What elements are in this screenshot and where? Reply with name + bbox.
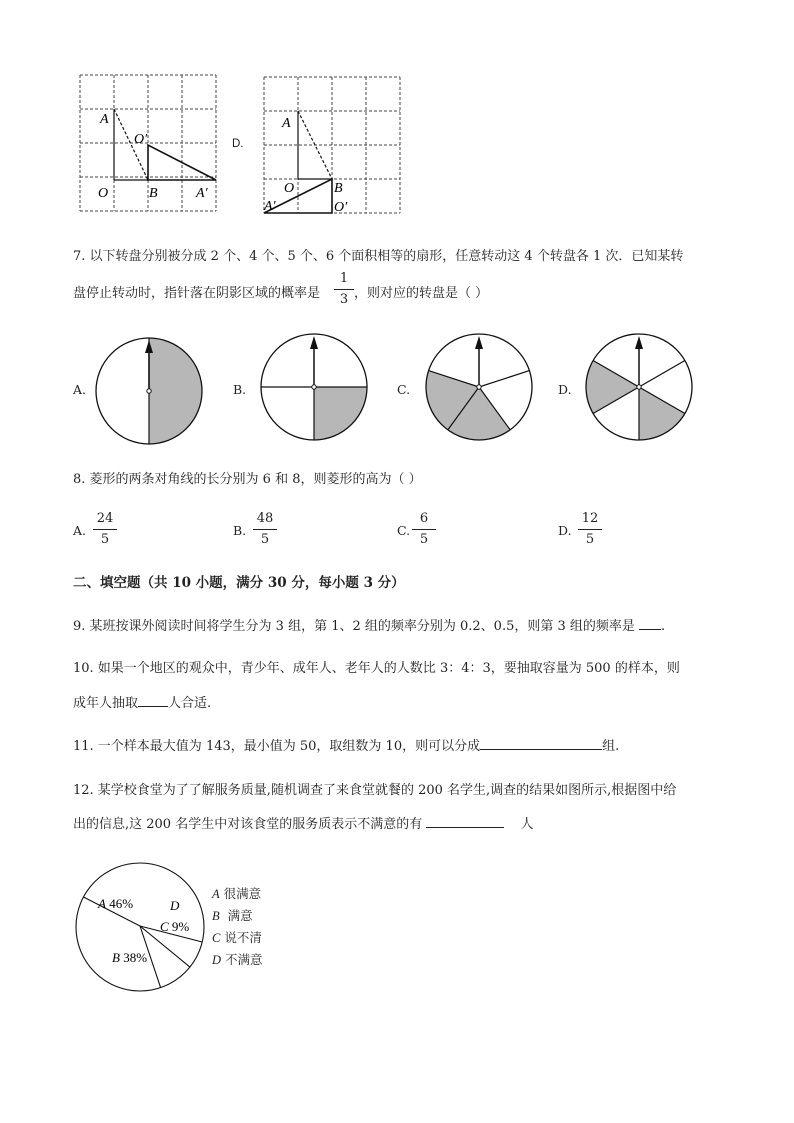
pie-label-d: D: [170, 898, 180, 913]
spinner-a: [95, 337, 205, 447]
q8-b-den: 5: [260, 532, 270, 547]
q7-line2: [73, 284, 488, 304]
q7-option-b-label: B.: [233, 382, 247, 397]
q9-body: 9. 某班按课外阅读时间将学生分为 3 组，第 1、2 组的频率分别为 0.2、0.5，则第 3 组的频率是: [73, 619, 635, 634]
pie-label-c: C 9%: [160, 919, 190, 934]
q7-option-a-label: A.: [73, 382, 87, 397]
section-title: 二、填空题（共 10 小题，满分 30 分，每小题 3 分）: [73, 575, 405, 591]
pie-label-b: B 38%: [112, 950, 148, 965]
q7-frac-den: 3: [339, 292, 349, 307]
q12-line2-pre: 出的信息,这 200 名学生中对该食堂的服务质表示不满意的有: [73, 817, 423, 832]
right-grid-figure: [262, 75, 404, 217]
q7-option-c-label: C.: [397, 382, 411, 397]
label-O-prime: O′: [134, 132, 148, 147]
q12-line2: [73, 813, 534, 835]
q9-end: .: [661, 619, 666, 634]
label-O-2: O: [284, 181, 295, 196]
legend-item-a: [212, 883, 263, 905]
q9-answer-blank[interactable]: [639, 615, 661, 630]
spinner-c: [425, 333, 535, 443]
q8-option-d-frac: [578, 510, 602, 549]
legend-key-a: A: [212, 887, 220, 901]
q8-c-num: 6: [419, 511, 429, 526]
legend-item-c: [212, 927, 263, 949]
q7-line1: 7. 以下转盘分别被分成 2 个、4 个、5 个、6 个面积相等的扇形，任意转动这 4 个转盘各 1 次．已知某转: [73, 249, 684, 264]
label-B-2: B: [334, 181, 343, 196]
legend-key-c: C: [212, 931, 221, 945]
q12-line2-post: 人: [520, 817, 534, 832]
legend-text-d: 不满意: [225, 952, 263, 967]
q10-line1: 10. 如果一个地区的观众中，青少年、成年人、老年人的人数比 3：4：3，要抽取容量为 500 的样本，则: [73, 661, 680, 676]
q10-line2-post: 人合适.: [168, 696, 212, 711]
q8-option-b-label: B.: [233, 523, 247, 538]
q12-answer-blank[interactable]: [426, 813, 504, 828]
spinner-b: [260, 333, 370, 443]
label-B: B: [149, 186, 158, 201]
legend-text-b: 满意: [227, 908, 253, 923]
legend-key-b: B: [212, 909, 220, 923]
label-A-prime: A′: [196, 186, 208, 201]
q8-option-a-label: A.: [73, 523, 87, 538]
legend-item-d: [212, 949, 263, 971]
q9-text: [73, 615, 665, 637]
q8-b-num: 48: [256, 511, 274, 526]
q7-fraction: [334, 270, 354, 309]
q10-line2: [73, 692, 211, 714]
q8-a-num: 24: [96, 511, 114, 526]
legend-item-b: [212, 905, 263, 927]
spinner-d: [585, 333, 695, 443]
left-grid-figure: [78, 73, 220, 217]
q8-d-den: 5: [585, 532, 595, 547]
q7-line2-pre: 盘停止转动时，指针落在阴影区域的概率是: [73, 286, 321, 301]
label-A-prime-2: A′: [264, 199, 276, 214]
q11-answer-blank[interactable]: [480, 735, 602, 750]
option-d-label: D.: [232, 138, 244, 150]
q8-a-den: 5: [100, 532, 110, 547]
q8-option-c-label: C.: [397, 523, 411, 538]
satisfaction-pie-chart: [70, 860, 210, 994]
q11-post: 组.: [602, 739, 620, 754]
q8-option-d-label: D.: [558, 523, 572, 538]
q7-frac-num: 1: [339, 271, 349, 286]
q10-answer-blank[interactable]: [138, 692, 168, 707]
q8-option-a-frac: [93, 510, 117, 549]
q8-c-den: 5: [419, 532, 429, 547]
pie-legend: [212, 883, 263, 971]
q12-line1: 12. 某学校食堂为了了解服务质量,随机调查了来食堂就餐的 200 名学生,调查的结果如图所示,根据图中给: [73, 783, 677, 798]
q7-line2-post: ，则对应的转盘是（ ）: [354, 286, 489, 301]
legend-text-c: 说不清: [224, 930, 262, 945]
label-A-2: A: [282, 116, 291, 131]
label-O-prime-2: O′: [334, 200, 348, 215]
q8-option-c-frac: [412, 510, 436, 549]
legend-key-d: D: [212, 953, 222, 967]
label-O: O: [98, 186, 109, 201]
q8-option-b-frac: [253, 510, 277, 549]
label-A: A: [100, 112, 109, 127]
pie-label-a: A 46%: [98, 896, 134, 911]
q11-pre: 11. 一个样本最大值为 143，最小值为 50，取组数为 10，则可以分成: [73, 739, 481, 754]
q7-option-d-label: D.: [558, 382, 572, 397]
legend-text-a: 很满意: [223, 886, 262, 901]
q8-d-num: 12: [581, 511, 599, 526]
q10-line2-pre: 成年人抽取: [73, 696, 139, 711]
q11-text: [73, 735, 619, 757]
q8-text: 8. 菱形的两条对角线的长分别为 6 和 8，则菱形的高为（ ）: [73, 472, 422, 487]
